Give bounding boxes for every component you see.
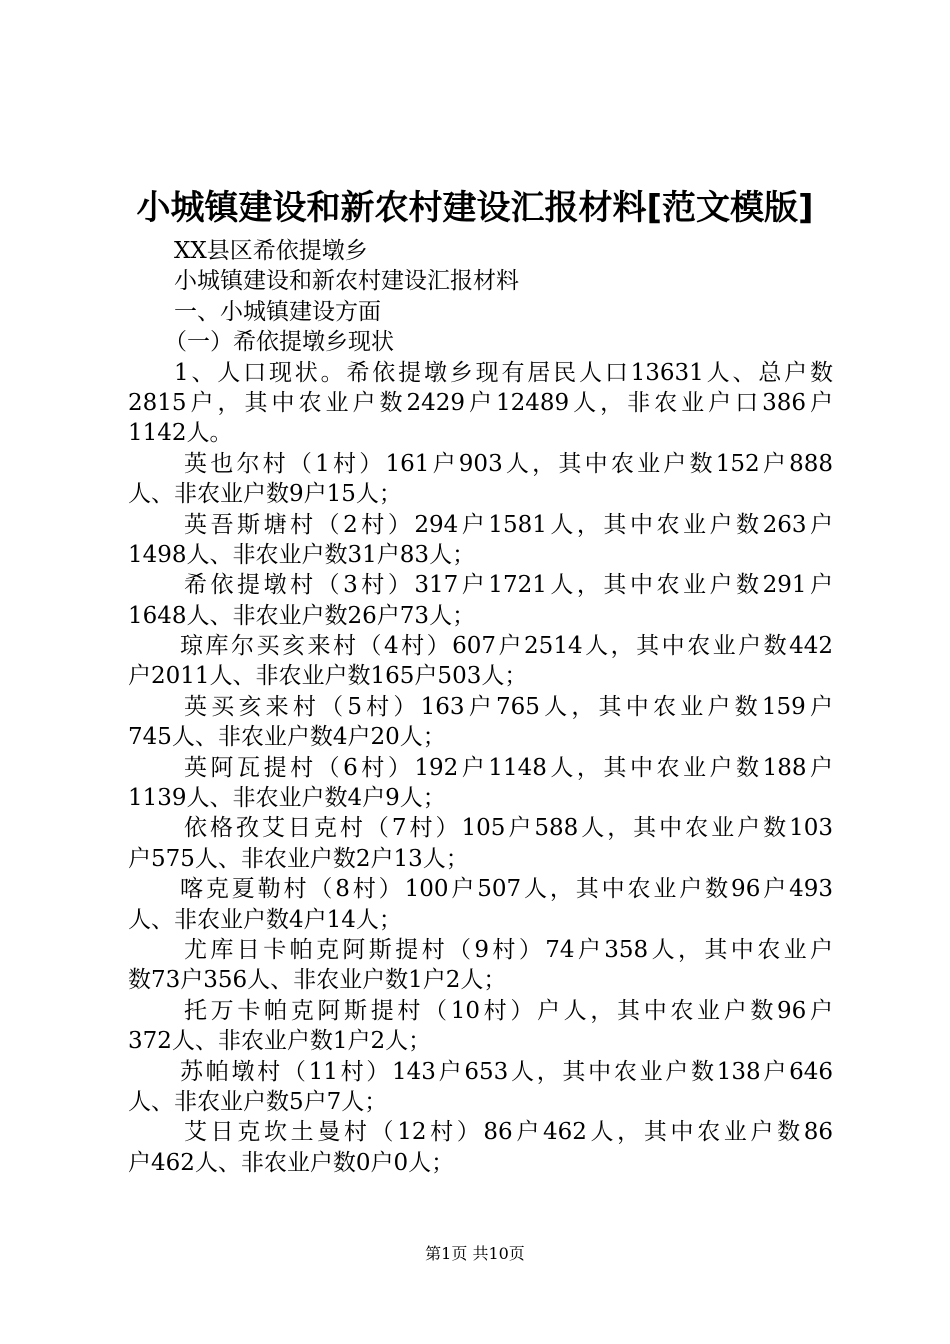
village-line: 英阿瓦提村（6村）192户1148人，其中农业户数188户 [184, 754, 833, 781]
village-line: 372人、非农业户数1户2人； [128, 1028, 432, 1055]
body-line: XX县区希依提墩乡 [174, 238, 368, 264]
village-line: 依格孜艾日克村（7村）105户588人，其中农业户数103 [184, 815, 833, 842]
village-line: 希依提墩村（3村）317户1721人，其中农业户数291户 [184, 572, 833, 599]
village-line: 英买亥来村（5村）163户765人，其中农业户数159户 [184, 693, 833, 720]
document-title: 小城镇建设和新农村建设汇报材料[范文模版] [136, 188, 814, 228]
village-line: 1648人、非农业户数26户73人； [128, 602, 476, 629]
village-line: 1139人、非农业户数4户9人； [128, 785, 446, 812]
village-line: 人、非农业户数9户15人； [128, 481, 402, 508]
village-line: 人、非农业户数5户7人； [128, 1088, 388, 1115]
page-number-footer: 第1页 共10页 [425, 1244, 525, 1263]
body-line: 1142人。 [128, 420, 233, 447]
body-line: 2815户，其中农业户数2429户12489人，非农业户口386户 [128, 389, 833, 416]
village-line: 英吾斯塘村（2村）294户1581人，其中农业户数263户 [184, 511, 833, 538]
body-line: 小城镇建设和新农村建设汇报材料 [174, 268, 519, 295]
village-line: 745人、非农业户数4户20人； [128, 724, 446, 751]
village-line: 数73户356人、非农业户数1户2人； [128, 967, 507, 994]
village-line: 户462人、非农业户数0户0人； [128, 1149, 455, 1176]
village-line: 1498人、非农业户数31户83人； [128, 541, 476, 568]
village-line: 琼库尔买亥来村（4村）607户2514人，其中农业户数442 [180, 633, 833, 660]
subsection-heading: （一）希依提墩乡现状 [164, 329, 394, 356]
document-body [128, 236, 833, 1178]
body-line: 1、人口现状。希依提墩乡现有居民人口13631人、总户数 [174, 359, 833, 386]
village-line: 英也尔村（1村）161户903人，其中农业户数152户888 [184, 450, 833, 477]
section-heading: 一、小城镇建设方面 [174, 298, 381, 325]
village-line: 尤库日卡帕克阿斯提村（9村）74户358人，其中农业户 [184, 936, 833, 963]
village-line: 户2011人、非农业户数165户503人； [128, 663, 528, 690]
village-line: 托万卡帕克阿斯提村（10村）户人，其中农业户数96户 [184, 997, 833, 1024]
village-line: 喀克夏勒村（8村）100户507人，其中农业户数96户493 [180, 876, 833, 903]
village-line: 人、非农业户数4户14人； [128, 906, 402, 933]
village-line: 苏帕墩村（11村）143户653人，其中农业户数138户646 [180, 1058, 833, 1085]
village-line: 艾日克坎土曼村（12村）86户462人，其中农业户数86 [184, 1119, 833, 1146]
village-line: 户575人、非农业户数2户13人； [128, 845, 469, 872]
